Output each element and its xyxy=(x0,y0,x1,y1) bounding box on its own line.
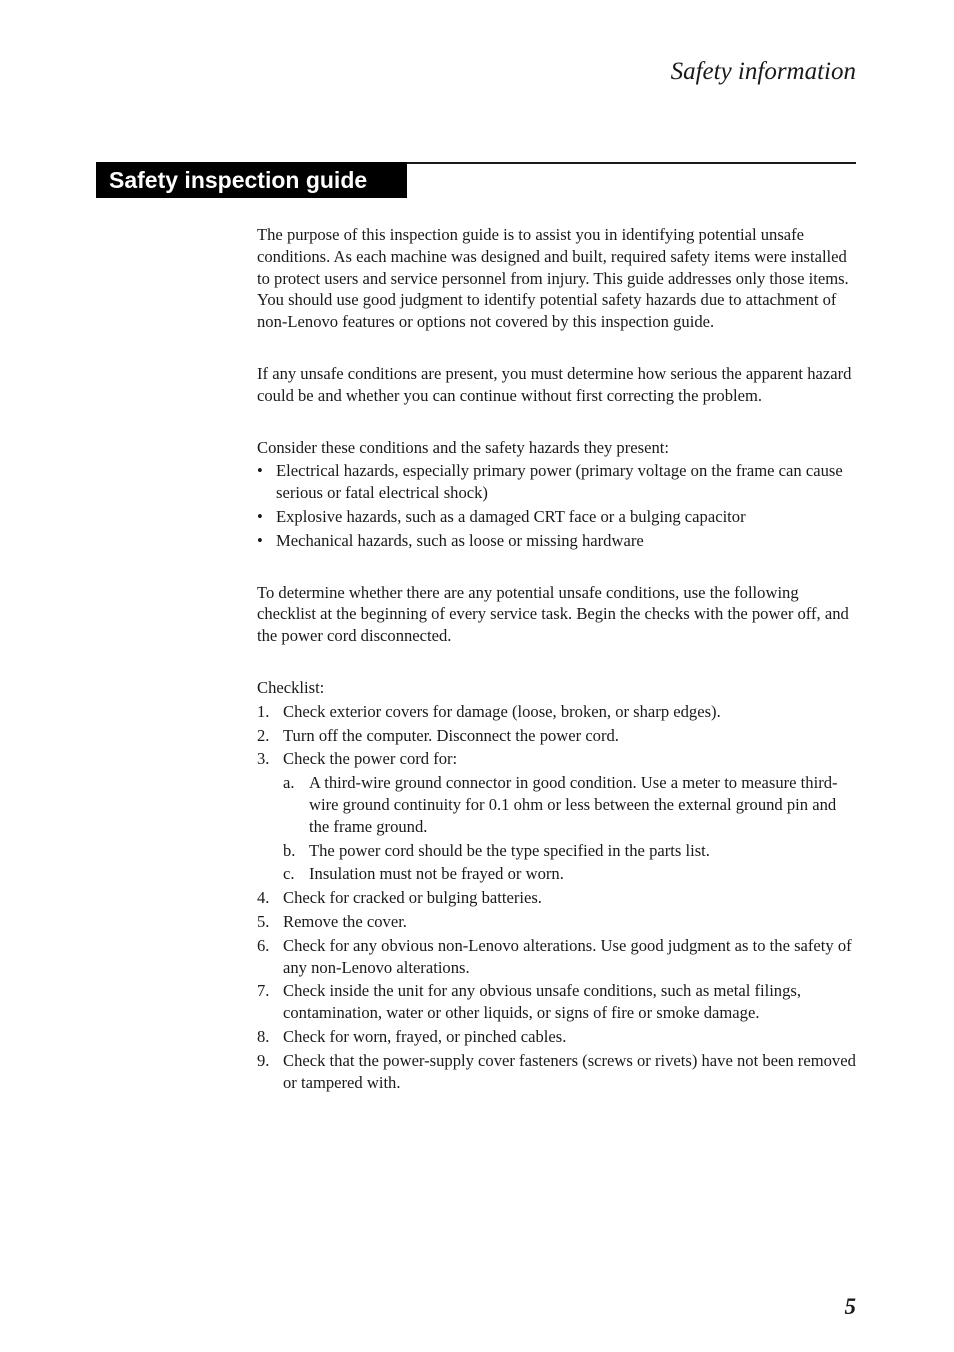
page-number: 5 xyxy=(844,1294,856,1319)
hazard-text: Mechanical hazards, such as loose or missing hardware xyxy=(276,530,644,550)
hazard-text: Explosive hazards, such as a damaged CRT face or a bulging capacitor xyxy=(276,506,746,526)
list-item xyxy=(283,772,857,837)
unsafe-conditions-paragraph: If any unsafe conditions are present, you must determine how serious the apparent hazard could be and whether you can continue without first correcting the problem. xyxy=(257,363,852,405)
section-title: Safety inspection guide xyxy=(96,162,407,198)
list-item xyxy=(283,863,857,885)
item-text: Check inside the unit for any obvious unsafe conditions, such as metal filings, contamination, water or other liquids, or signs of fire or smoke damage. xyxy=(283,981,802,1023)
list-item xyxy=(257,1026,857,1048)
list-item xyxy=(257,506,857,528)
item-number: 6. xyxy=(257,935,270,955)
item-number: 1. xyxy=(257,701,270,721)
item-text: Turn off the computer. Disconnect the power cord. xyxy=(283,725,619,745)
item-text: Check for any obvious non-Lenovo alterations. Use good judgment as to the safety of any non-Lenovo alterations. xyxy=(283,935,852,977)
item-text: The power cord should be the type specified in the parts list. xyxy=(309,840,710,860)
determine-paragraph: To determine whether there are any potential unsafe conditions, use the following checklist at the beginning of every service task. Begin the checks with the power off, and the power cord disconnected. xyxy=(257,582,849,646)
list-item xyxy=(283,840,857,862)
hazard-text: Electrical hazards, especially primary power (primary voltage on the frame can cause serious or fatal electrical shock) xyxy=(276,461,843,503)
list-item xyxy=(257,887,857,909)
item-number: 8. xyxy=(257,1026,270,1046)
item-text: A third-wire ground connector in good condition. Use a meter to measure third-wire ground continuity for 0.1 ohm or less between the external ground pin and the frame ground. xyxy=(309,773,838,836)
hazard-list xyxy=(257,460,857,551)
item-text: Check that the power-supply cover fasteners (screws or rivets) have not been removed or tampered with. xyxy=(283,1050,856,1092)
item-number: 3. xyxy=(257,749,270,769)
item-number: 5. xyxy=(257,911,270,931)
list-item xyxy=(257,1050,857,1094)
item-text: Remove the cover. xyxy=(283,911,407,931)
item-text: Check for worn, frayed, or pinched cables. xyxy=(283,1026,567,1046)
bullet-marker: • xyxy=(257,461,263,481)
item-letter: a. xyxy=(283,773,295,793)
item-text: Check the power cord for: xyxy=(283,749,458,769)
list-item xyxy=(257,460,857,504)
running-header: Safety information xyxy=(670,58,856,85)
list-item xyxy=(257,980,857,1024)
item-number: 2. xyxy=(257,725,270,745)
intro-paragraph: The purpose of this inspection guide is to assist you in identifying potential unsafe conditions. As each machine was designed and built, required safety items were installed to protect users and service personnel from injury. This guide addresses only those items. You should use good judgment to identify potential safety hazards due to attachment of non-Lenovo features or options not covered by this inspection guide. xyxy=(257,225,849,332)
body-content xyxy=(257,224,857,1093)
item-text: Check exterior covers for damage (loose, broken, or sharp edges). xyxy=(283,701,721,721)
item-text: Insulation must not be frayed or worn. xyxy=(309,864,564,884)
item-number: 9. xyxy=(257,1050,270,1070)
item-letter: b. xyxy=(283,840,296,860)
item-text: Check for cracked or bulging batteries. xyxy=(283,888,542,908)
checklist-label: Checklist: xyxy=(257,677,325,697)
list-item xyxy=(257,911,857,933)
list-item xyxy=(257,701,857,723)
bullet-marker: • xyxy=(257,506,263,526)
list-item xyxy=(257,748,857,885)
list-item xyxy=(257,725,857,747)
item-number: 7. xyxy=(257,981,270,1001)
section-heading xyxy=(96,162,856,198)
checklist xyxy=(257,701,857,1094)
consider-paragraph: Consider these conditions and the safety hazards they present: xyxy=(257,437,669,457)
power-cord-sublist xyxy=(283,772,857,885)
list-item xyxy=(257,935,857,979)
item-number: 4. xyxy=(257,888,270,908)
list-item xyxy=(257,530,857,552)
bullet-marker: • xyxy=(257,530,263,550)
item-letter: c. xyxy=(283,864,295,884)
